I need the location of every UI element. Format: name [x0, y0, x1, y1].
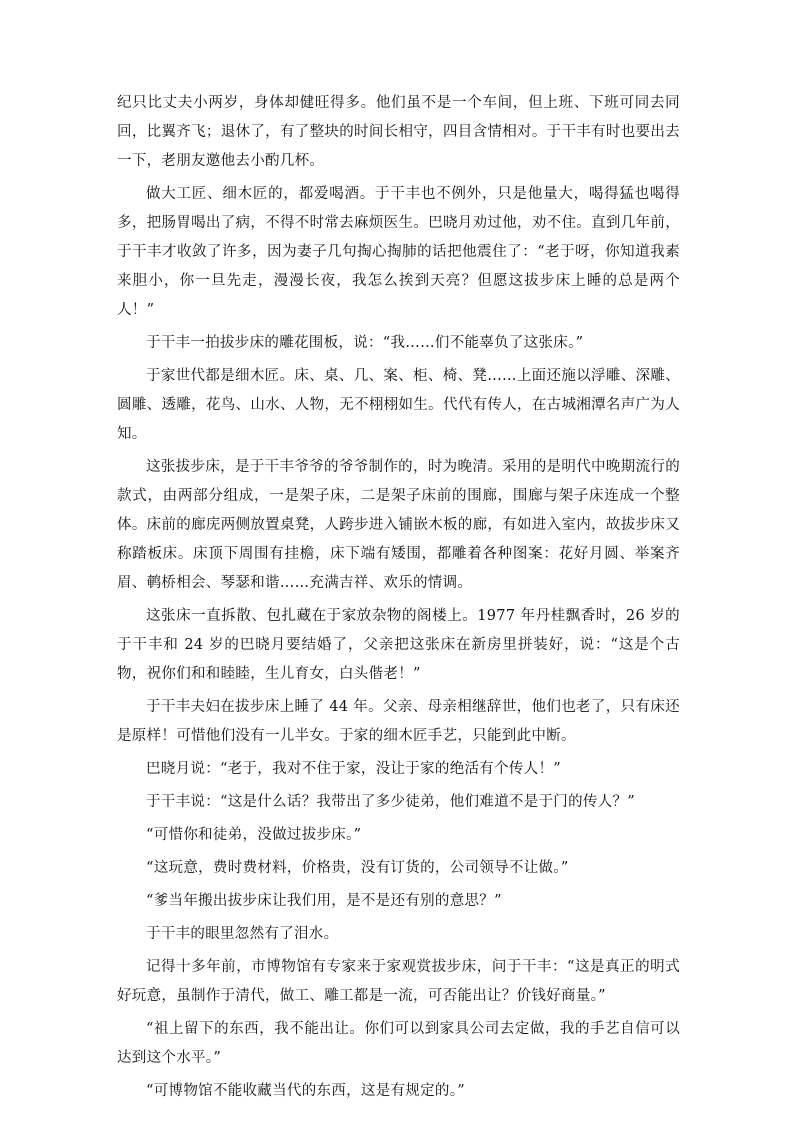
story-text [117, 89, 680, 1110]
paragraph: 记得十多年前，市博物馆有专家来于家观赏拔步床，问于干丰：“这是真正的明式好玩意，虽制作于清代，做工、雕工都是一流，可否能出让？价钱好商量。” [117, 959, 680, 1004]
paragraph: “这玩意，费时费材料，价格贵，没有订货的，公司领导不让做。” [146, 860, 569, 876]
paragraph: 于干丰说：“这是什么话？我带出了多少徒弟，他们难道不是于门的传人？” [146, 794, 636, 810]
paragraph: 于干丰的眼里忽然有了泪水。 [146, 926, 339, 942]
paragraph: “爹当年搬出拔步床让我们用，是不是还有别的意思？” [146, 893, 502, 909]
paragraph: 于干丰一拍拔步床的雕花围板，说：“我……们不能辜负了这张床。” [146, 335, 584, 351]
paragraph: 巴晓月说：“老于，我对不住于家，没让于家的绝活有个传人！” [146, 761, 562, 777]
paragraph: 于家世代都是细木匠。床、桌、几、案、柜、椅、凳……上面还施以浮雕、深雕、圆雕、透雕，花鸟、山水、人物，无不栩栩如生。代代有传人，在古城湘潭名声广为人知。 [117, 368, 680, 442]
paragraph: 于干丰夫妇在拔步床上睡了 44 年。父亲、母亲相继辞世，他们也老了，只有床还是原样！可惜他们没有一儿半女。于家的细木匠手艺，只能到此中断。 [117, 699, 680, 744]
paragraph: “可博物馆不能收藏当代的东西，这是有规定的。” [146, 1083, 465, 1099]
paragraph: 做大工匠、细木匠的，都爱喝酒。于干丰也不例外，只是他量大，喝得猛也喝得多，把肠胃喝出了病，不得不时常去麻烦医生。巴晓月劝过他，劝不住。直到几年前，于干丰才收敛了许多，因为妻子几句掏心掏肺的话把他震住了：“老于呀，你知道我素来胆小，你一旦先走，漫漫长夜，我怎么挨到天亮？但愿这拔步床上睡的总是两个人！” [117, 186, 680, 318]
paragraph: “可惜你和徒弟，没做过拔步床。” [146, 827, 362, 843]
paragraph: 这张拔步床，是于干丰爷爷的爷爷制作的，时为晚清。采用的是明代中晚期流行的款式，由两部分组成，一是架子床，二是架子床前的围廊，围廊与架子床连成一个整体。床前的廊庑两侧放置桌凳，人跨步进入铺嵌木板的廊，有如进入室内，故拔步床又称踏板床。床顶下周围有挂檐，床下端有矮围，都雕着各种图案：花好月圆、举案齐眉、鹌桥相会、琴瑟和谐……充满吉祥、欢乐的情调。 [117, 459, 680, 591]
paragraph: 这张床一直拆散、包扎藏在于家放杂物的阁楼上。1977 年丹桂飘香时，26 岁的于干丰和 24 岁的巴晓月要结婚了，父亲把这张床在新房里拼装好，说：“这是个古物，祝你们和和睦睦，生儿育女，白头偕老！” [117, 608, 680, 682]
paragraph: “祖上留下的东西，我不能出让。你们可以到家具公司去定做，我的手艺自信可以达到这个水平。” [117, 1021, 680, 1066]
paragraph: 纪只比丈夫小两岁，身体却健旺得多。他们虽不是一个车间，但上班、下班可同去同回，比翼齐飞；退休了，有了整块的时间长相守，四目含情相对。于干丰有时也要出去一下，老朋友邀他去小酌几杯。 [117, 95, 680, 169]
